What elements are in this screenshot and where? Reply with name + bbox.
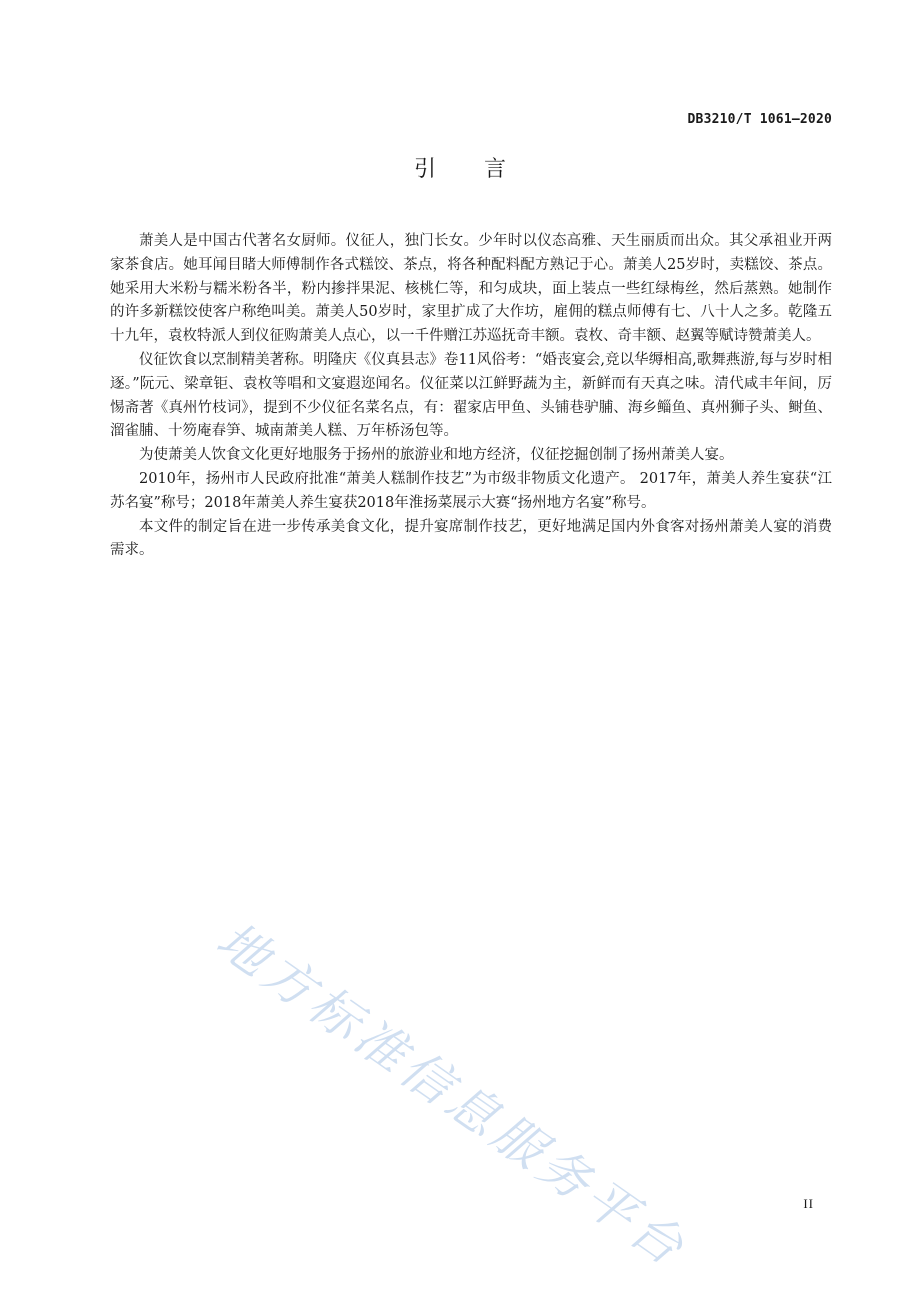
paragraph: 萧美人是中国古代著名女厨师。仪征人，独门长女。少年时以仪态高雅、天生丽质而出众。其父承祖业开两家茶食店。她耳闻目睹大师傅制作各式糕饺、茶点，将各种配料配方熟记于心。萧美人25岁时，卖糕饺、茶点。她采用大米粉与糯米粉各半，粉内掺拌果泥、核桃仁等，和匀成块，面上装点一些红绿梅丝，然后蒸熟。她制作的许多新糕饺使客户称绝叫美。萧美人50岁时，家里扩成了大作坊，雇佣的糕点师傅有七、八十人之多。乾隆五十九年，袁枚特派人到仪征购萧美人点心，以一千件赠江苏巡抚奇丰额。袁枚、奇丰额、赵翼等赋诗赞萧美人。 <box>110 233 832 345</box>
paragraph: 仪征饮食以烹制精美著称。明隆庆《仪真县志》卷11风俗考：“婚丧宴会,竞以华缛相高,歌舞燕游,每与岁时相逐。”阮元、梁章钜、袁枚等唱和文宴遐迩闻名。仪征菜以江鲜野蔬为主，新鲜而有天真之味。清代咸丰年间，厉惕斋著《真州竹枝词》，提到不少仪征名菜名点，有：翟家店甲鱼、头铺巷驴脯、海乡鲻鱼、真州狮子头、鲥鱼、溜雀脯、十笏庵春笋、城南萧美人糕、万年桥汤包等。 <box>110 351 832 440</box>
paragraph: 为使萧美人饮食文化更好地服务于扬州的旅游业和地方经济，仪征挖掘创制了扬州萧美人宴。 <box>139 447 734 464</box>
body-text <box>110 230 832 563</box>
document-code: DB3210/T 1061—2020 <box>687 112 832 127</box>
paragraph: 2010年，扬州市人民政府批准“萧美人糕制作技艺”为市级非物质文化遗产。 2017年，萧美人养生宴获“江苏名宴”称号；2018年萧美人养生宴获2018年淮扬菜展示大赛“扬州地方名宴”称号。 <box>110 470 832 511</box>
page-number: II <box>803 1196 814 1211</box>
paragraph: 本文件的制定旨在进一步传承美食文化，提升宴席制作技艺，更好地满足国内外食客对扬州萧美人宴的消费需求。 <box>110 518 832 559</box>
watermark: 地方标准信息服务平台 <box>206 910 699 1280</box>
page-title: 引言 <box>413 157 554 182</box>
